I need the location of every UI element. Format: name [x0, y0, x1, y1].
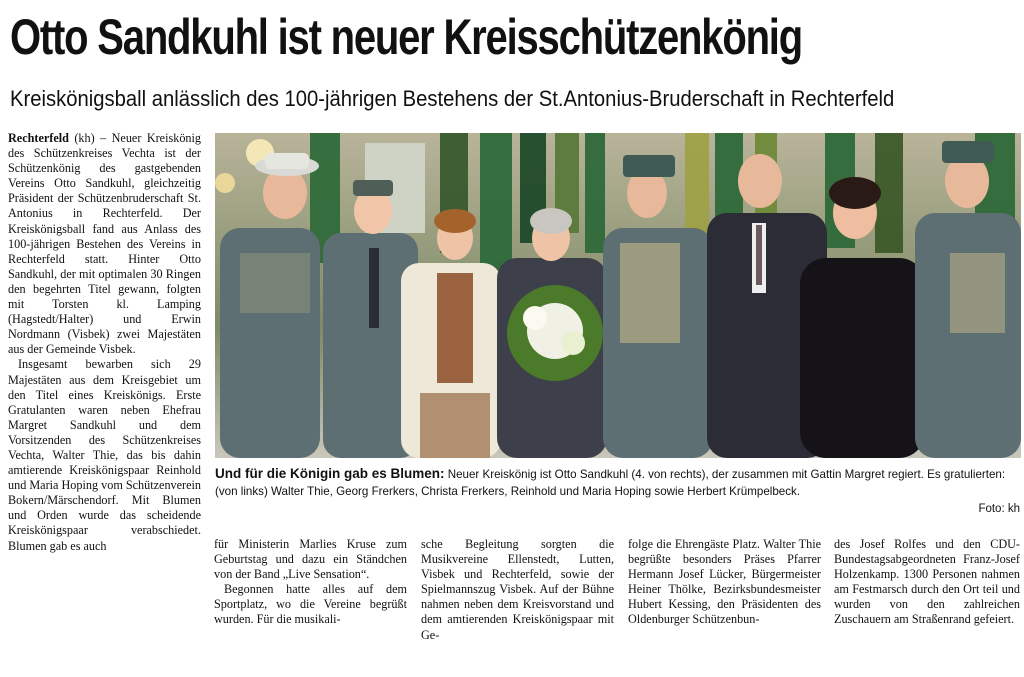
body-col4: folge die Ehrengäste Platz. Walter Thie begrüßte besonders Präses Pfarrer Hermann Josef Lücker, Bürgermeister Heiner Thölke, Bezirksbundesmeister Hubert Kessing, den Präsidenten des Oldenburger Schützenbun-: [628, 537, 821, 627]
subheadline: Kreiskönigsball anlässlich des 100-jährigen Bestehens der St.Antonius-Bruderschaft in Rechterfeld: [10, 86, 895, 111]
article-column-3: [421, 537, 614, 643]
group-photo: [215, 133, 1021, 458]
headline: Otto Sandkuhl ist neuer Kreisschützenkönig: [10, 9, 802, 65]
article-column-4: [628, 537, 821, 628]
photo-credit: Foto: kh: [978, 503, 1020, 515]
caption-text: Neuer Kreiskönig ist Otto Sandkuhl (4. von rechts), der zusammen mit Gattin Margret regiert. Es gratulierten: (von links) Walter Thie, Georg Frerkers, Christa Frerkers, Reinhold und Maria Hoping sowie Herbert Krümpelbeck.: [215, 468, 1006, 498]
caption-lead: Und für die Königin gab es Blumen:: [215, 466, 445, 481]
body-col1-p1: (kh) – Neuer Kreiskönig des Schützenkreises Vechta ist der Schützenkönig des gastgebenden Vereins Otto Sandkuhl, gleichzeitig Präsident der Schützenbruderschaft St. Antonius in Rechterfeld. Der Kreiskönigsball fand aus Anlass des 100-jährigen Bestehen des Vereins in Rechterfeld statt. Hinter Otto Sandkuhl, der mit optimalen 30 Ringen den begehrten Titel gewann, folgten mit Torsten kl. Lamping (Hagstedt/Halter) und Erwin Nordmann (Visbek) zwei Majestäten aus der Gemeinde Visbek.: [8, 131, 201, 357]
body-col2-p2: Begonnen hatte alles auf dem Sportplatz, wo die Vereine begrüßt wurden. Für die musikali-: [214, 582, 407, 627]
photo-caption: [215, 465, 1021, 500]
body-col3: sche Begleitung sorgten die Musikvereine Ellenstedt, Lutten, Visbek und Rechterfeld, sowie der Spielmannszug Visbek. Auf der Bühne nahmen neben dem Kreisvorstand und dem amtierenden Kreiskönigspaar mit Ge-: [421, 537, 614, 642]
body-col1-p2: Insgesamt bewarben sich 29 Majestäten aus dem Kreisgebiet um den Titel eines Kreiskönigs. Erste Gratulanten waren neben Ehefrau Margret Sandkuhl und dem Vorsitzenden des Schützenkreises Vechta, Walter Thie, das bis dahin amtierende Kreiskönigspaar Reinhold und Maria Hoping vom Schützenverein Bokern/Märschendorf. Mit Blumen und Orden wurde das scheidende Kreiskönigspaar verabschiedet. Blumen gab es auch: [8, 357, 201, 553]
body-col5: des Josef Rolfes und den CDU-Bundestagsabgeordneten Franz-Josef Holzenkamp. 1300 Personen nahmen am Festmarsch durch den Ort teil und wurden von den zahlreichen Zuschauern am Straßenrand gefeiert.: [834, 537, 1020, 627]
dateline: Rechterfeld: [8, 131, 69, 145]
article-column-2: [214, 537, 407, 628]
article-column-1: [8, 131, 201, 554]
body-col2-p1: für Ministerin Marlies Kruse zum Geburtstag und dazu ein Ständchen von der Band „Live Sensation“.: [214, 537, 407, 582]
article-column-5: [834, 537, 1020, 628]
